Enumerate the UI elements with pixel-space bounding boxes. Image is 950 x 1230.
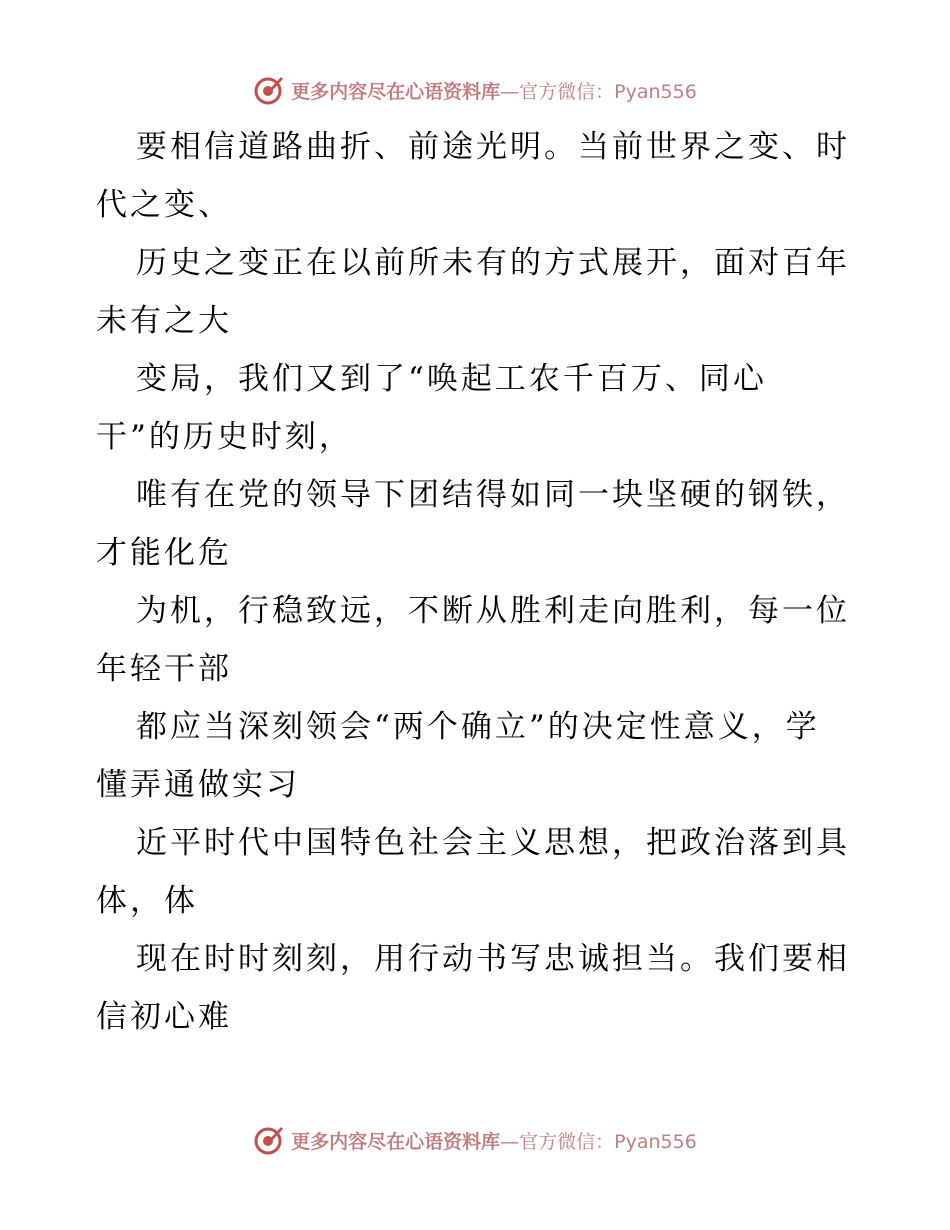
watermark-dash: —: [500, 1130, 520, 1153]
body-line: 历史之变正在以前所未有的方式展开，面对百年: [136, 245, 850, 281]
watermark-text: [291, 77, 697, 104]
watermark-dash: —: [500, 80, 520, 103]
quill-logo-icon: [253, 1124, 285, 1156]
footer-watermark-banner: [0, 1122, 950, 1158]
watermark-text: [291, 1127, 697, 1154]
body-line: 都应当深刻领会“两个确立”的决定性意义，学: [136, 709, 820, 745]
body-line: 要相信道路曲折、前途光明。当前世界之变、时: [136, 129, 850, 165]
body-line: 才能化危: [96, 535, 232, 571]
body-line: 代之变、: [96, 187, 232, 223]
document-body: [96, 118, 856, 1046]
body-line: 现在时时刻刻，用行动书写忠诚担当。我们要相: [136, 941, 850, 977]
body-line: 为机，行稳致远，不断从胜利走向胜利，每一位: [136, 593, 850, 629]
body-line: 干”的历史时刻，: [96, 419, 353, 455]
body-line: 懂弄通做实习: [96, 767, 300, 803]
body-line: 体，体: [96, 883, 198, 919]
body-line: 未有之大: [96, 303, 232, 339]
body-line: 年轻干部: [96, 651, 232, 687]
body-line: 唯有在党的领导下团结得如同一块坚硬的钢铁，: [136, 477, 850, 513]
body-line: 变局，我们又到了“唤起工农千百万、同心: [136, 361, 767, 397]
watermark-contact: 官方微信：Pyan556: [519, 1130, 697, 1153]
body-line: 信初心难: [96, 999, 232, 1035]
watermark-main-text: 更多内容尽在心语资料库: [291, 1130, 501, 1153]
body-line: 近平时代中国特色社会主义思想，把政治落到具: [136, 825, 850, 861]
header-watermark-banner: [0, 72, 950, 108]
watermark-main-text: 更多内容尽在心语资料库: [291, 80, 501, 103]
quill-logo-icon: [253, 74, 285, 106]
watermark-contact: 官方微信：Pyan556: [519, 80, 697, 103]
